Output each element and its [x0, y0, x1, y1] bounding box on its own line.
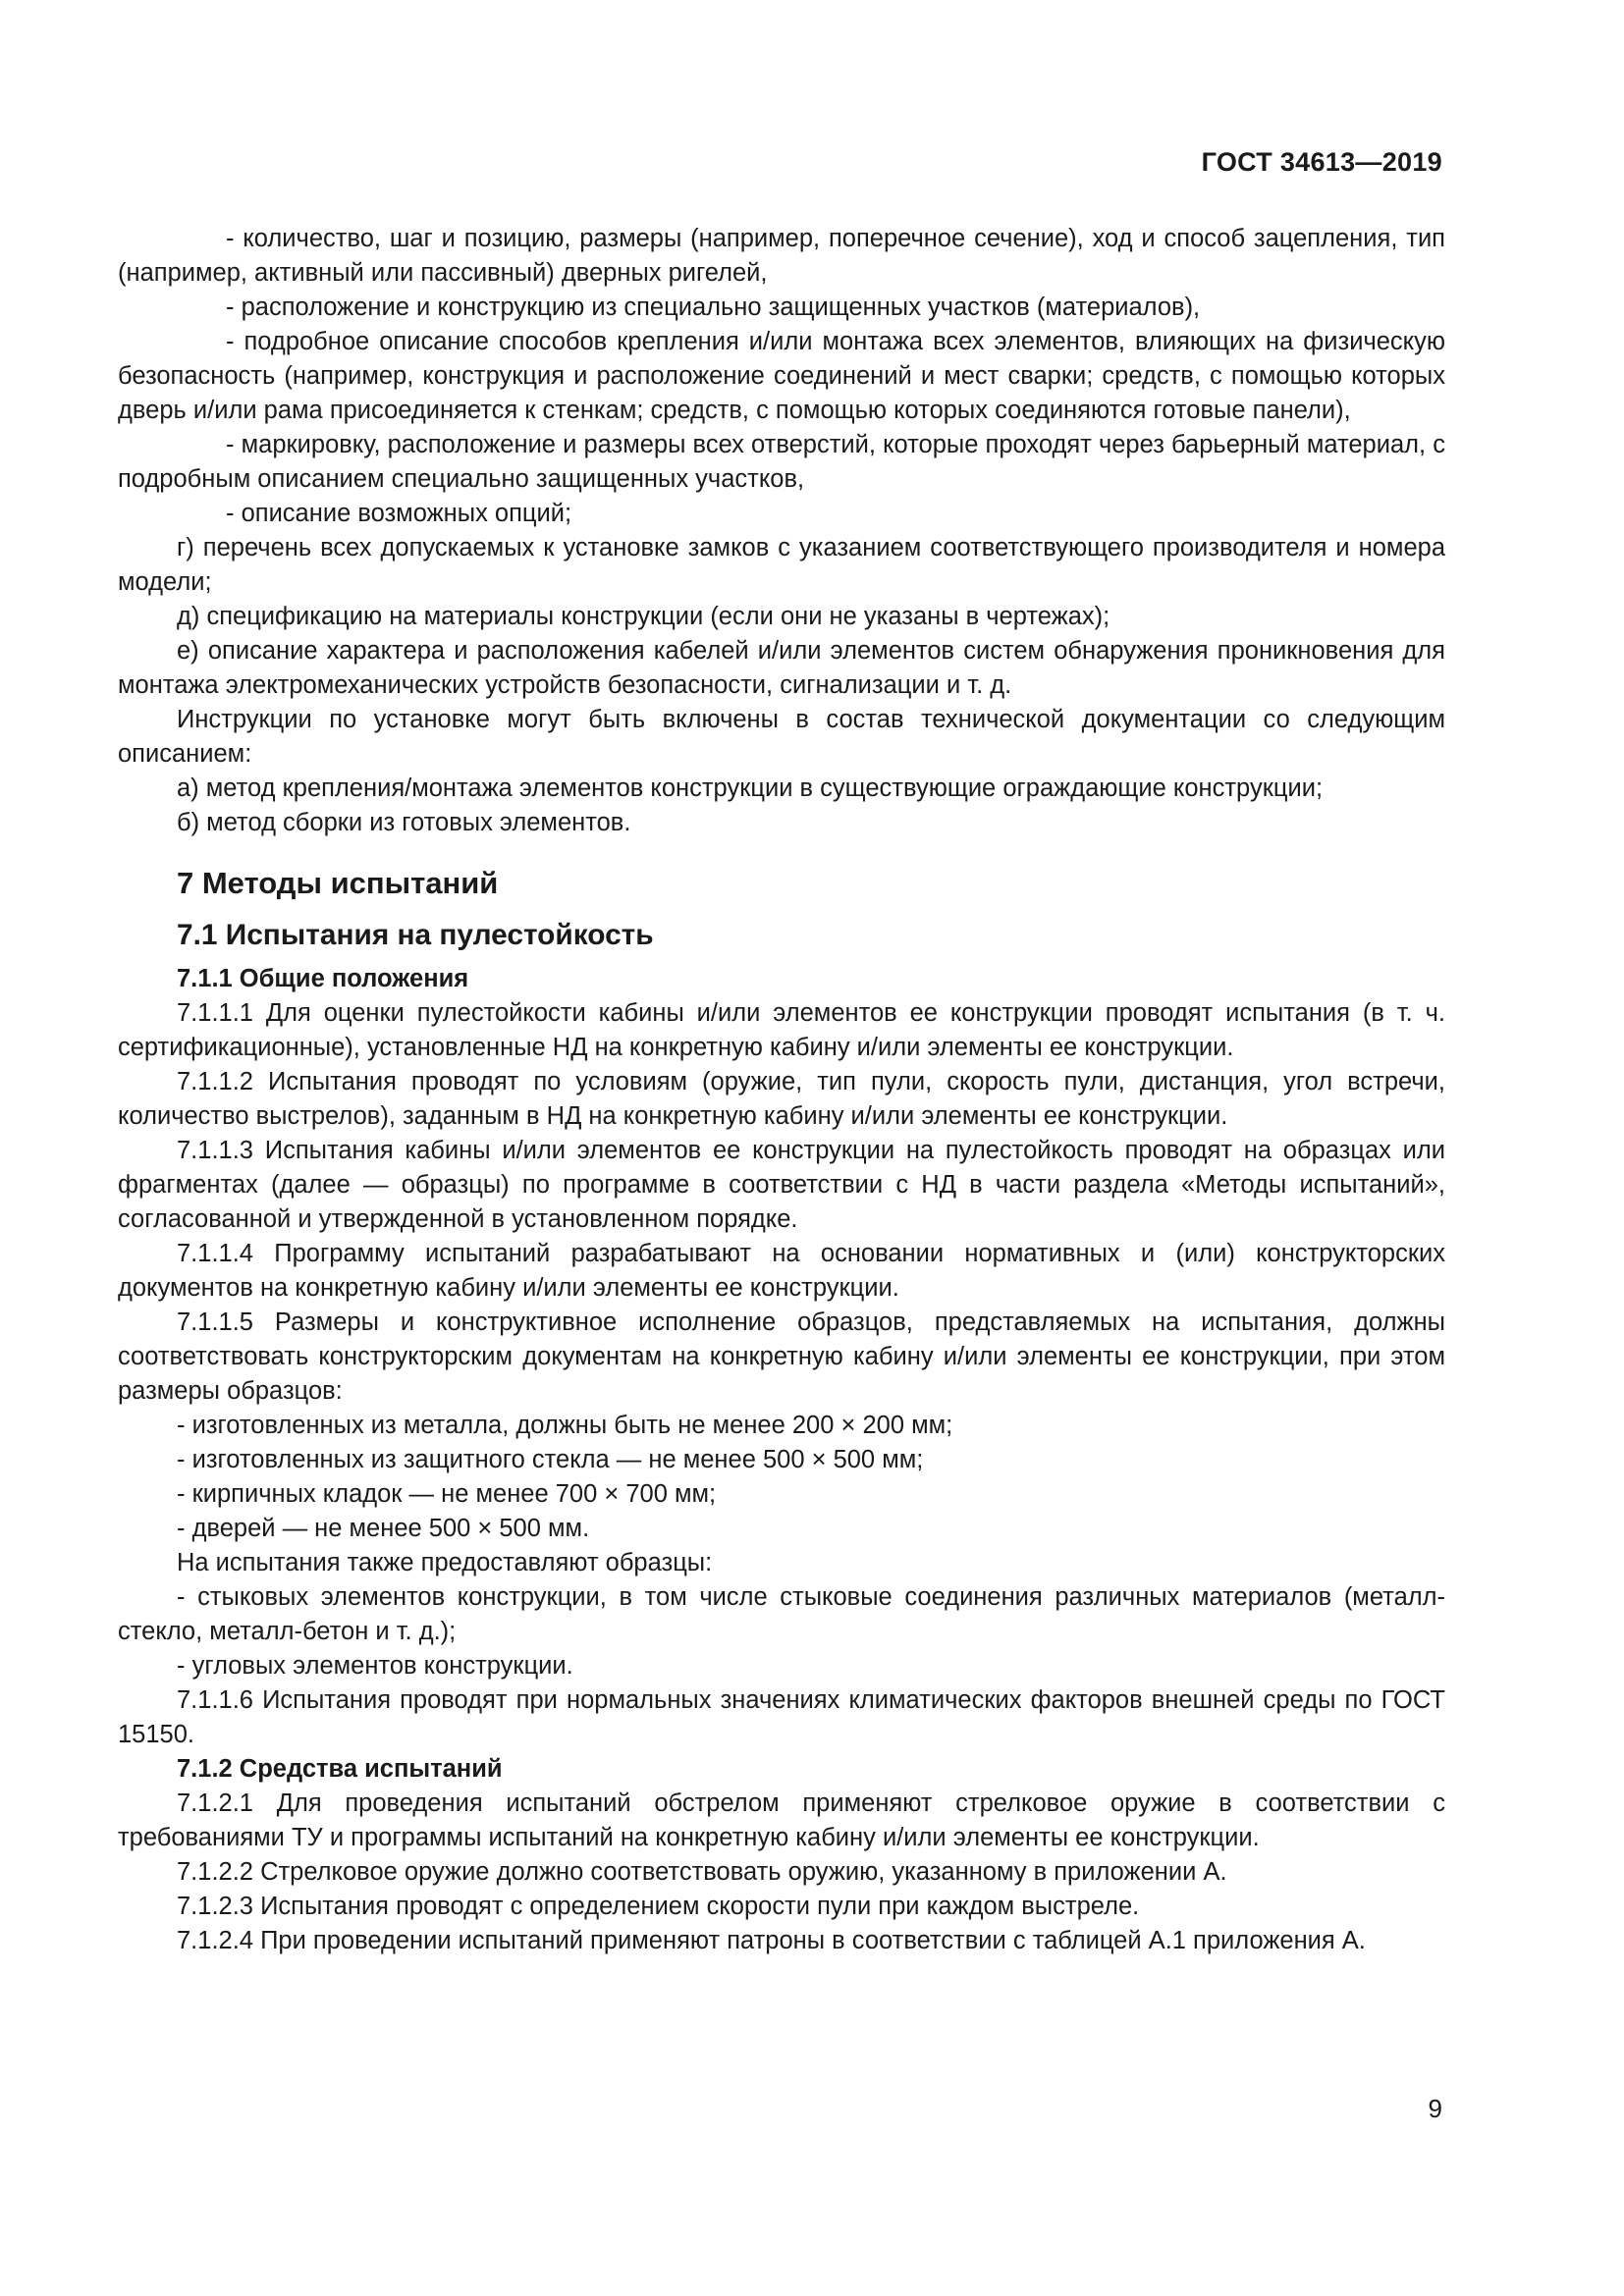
list-item: г) перечень всех допускаемых к установке замков с указанием соответствующего производителя и номера модели; — [118, 534, 1445, 596]
list-item: а) метод крепления/монтажа элементов конструкции в существующие ограждающие конструкции; — [177, 774, 1324, 802]
subsubsection-heading: 7.1.2 Средства испытаний — [177, 1755, 503, 1783]
list-item: - маркировку, расположение и размеры всех отверстий, которые проходят через барьерный материал, с подробным описанием специально защищенных участков, — [118, 431, 1445, 493]
paragraph: 7.1.2.3 Испытания проводят с определением скорости пули при каждом выстреле. — [177, 1893, 1140, 1920]
list-item: - кирпичных кладок — не менее 700 × 700 мм; — [177, 1480, 717, 1508]
list-item: - угловых элементов конструкции. — [177, 1652, 573, 1680]
paragraph: 7.1.2.1 Для проведения испытаний обстрелом применяют стрелковое оружие в соответствии с требованиями ТУ и программы испытаний на конкретную кабину и/или элементы ее конструкции. — [118, 1789, 1445, 1851]
subsubsection-heading: 7.1.1 Общие положения — [177, 965, 469, 992]
list-item: - изготовленных из защитного стекла — не менее 500 × 500 мм; — [177, 1446, 924, 1473]
paragraph: Инструкции по установке могут быть включены в состав технической документации со следующим описанием: — [118, 706, 1445, 768]
list-item: б) метод сборки из готовых элементов. — [177, 809, 631, 836]
paragraph: 7.1.1.1 Для оценки пулестойкости кабины и/или элементов ее конструкции проводят испытания (в т. ч. сертификационные), установленные НД на конкретную кабину и/или элементы ее конструкции. — [118, 999, 1445, 1061]
paragraph: 7.1.1.3 Испытания кабины и/или элементов ее конструкции на пулестойкость проводят на образцах или фрагментах (далее — образцы) по программе в соответствии с НД в части раздела «Методы испытаний», согласованной и утвержденной в установленном порядке. — [118, 1137, 1445, 1233]
list-item: - дверей — не менее 500 × 500 мм. — [177, 1515, 590, 1542]
list-item: - расположение и конструкцию из специально защищенных участков (материалов), — [226, 294, 1201, 321]
list-item: е) описание характера и расположения кабелей и/или элементов систем обнаружения проникновения для монтажа электромеханических устройств безопасности, сигнализации и т. д. — [118, 637, 1445, 699]
paragraph: 7.1.2.4 При проведении испытаний применяют патроны в соответствии с таблицей А.1 приложения А. — [177, 1927, 1366, 1954]
list-item: - подробное описание способов крепления и/или монтажа всех элементов, влияющих на физическую безопасность (например, конструкция и расположение соединений и мест сварки; средств, с помощью которых дверь и/или рама присоединяется к стенкам; средств, с помощью которых соединяются готовые панели), — [118, 328, 1445, 424]
paragraph: 7.1.2.2 Стрелковое оружие должно соответствовать оружию, указанному в приложении А. — [177, 1858, 1227, 1886]
list-item: - описание возможных опций; — [226, 500, 572, 527]
subsection-heading: 7.1 Испытания на пулестойкость — [177, 919, 654, 951]
list-item: - стыковых элементов конструкции, в том числе стыковые соединения различных материалов (металл-стекло, металл-бетон и т. д.); — [118, 1583, 1445, 1645]
paragraph: 7.1.1.5 Размеры и конструктивное исполнение образцов, представляемых на испытания, должны соответствовать конструкторским документам на конкретную кабину и/или элементы ее конструкции, при этом размеры образцов: — [118, 1308, 1445, 1405]
list-item: - количество, шаг и позицию, размеры (например, поперечное сечение), ход и способ зацепления, тип (например, активный или пассивный) дверных ригелей, — [118, 225, 1445, 287]
paragraph: На испытания также предоставляют образцы: — [177, 1549, 713, 1576]
paragraph: 7.1.1.4 Программу испытаний разрабатывают на основании нормативных и (или) конструкторских документов на конкретную кабину и/или элементы ее конструкции. — [118, 1240, 1445, 1302]
document-body — [118, 222, 1445, 1958]
section-heading: 7 Методы испытаний — [177, 866, 499, 900]
paragraph: 7.1.1.6 Испытания проводят при нормальных значениях климатических факторов внешней среды по ГОСТ 15150. — [118, 1686, 1445, 1748]
paragraph: 7.1.1.2 Испытания проводят по условиям (оружие, тип пули, скорость пули, дистанция, угол встречи, количество выстрелов), заданным в НД на конкретную кабину и/или элементы ее конструкции. — [118, 1068, 1445, 1130]
page-number: 9 — [1428, 2094, 1442, 2123]
list-item: д) спецификацию на материалы конструкции (если они не указаны в чертежах); — [177, 603, 1110, 630]
list-item: - изготовленных из металла, должны быть не менее 200 × 200 мм; — [177, 1412, 953, 1439]
document-header: ГОСТ 34613—2019 — [1201, 147, 1442, 177]
